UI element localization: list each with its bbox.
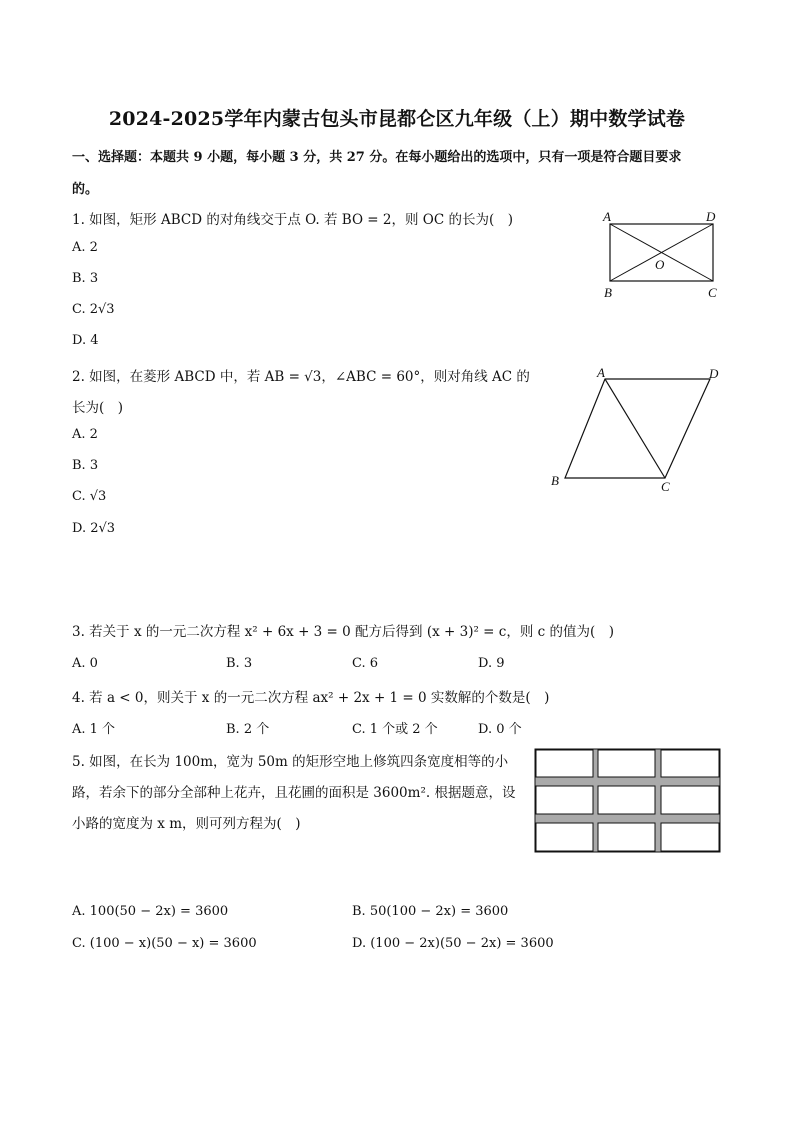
label-b: B [551, 473, 559, 488]
q1-rectangle-figure [598, 206, 728, 302]
q2-stem-line1: 2. 如图，在菱形 ABCD 中，若 AB = √3，∠ABC = 60°，则对角线 AC 的 [72, 369, 530, 385]
flowerbed [536, 786, 593, 814]
q5-option-c: C. (100 − x)(50 − x) = 3600 [72, 936, 257, 951]
q3-option-b: B. 3 [226, 656, 253, 671]
q1-option-d: D. 4 [72, 333, 99, 348]
flowerbed [536, 823, 593, 851]
q5-stem-line3: 小路的宽度为 x m，则可列方程为( ) [72, 816, 301, 832]
q3-option-c: C. 6 [352, 656, 379, 671]
flowerbed [536, 750, 593, 777]
label-b: B [604, 285, 612, 300]
q3-option-d: D. 9 [478, 656, 505, 671]
flowerbed [598, 786, 655, 814]
q4-option-b: B. 2 个 [226, 722, 270, 737]
page-title: 2024-2025学年内蒙古包头市昆都仑区九年级（上）期中数学试卷 [108, 108, 686, 130]
label-c: C [661, 479, 670, 494]
q4-option-c: C. 1 个或 2 个 [352, 722, 438, 737]
q2-option-a: A. 2 [72, 427, 98, 442]
q5-option-d: D. (100 − 2x)(50 − 2x) = 3600 [352, 936, 554, 951]
q3-option-a: A. 0 [72, 656, 98, 671]
section-header-line2: 的。 [72, 182, 99, 197]
label-o: O [655, 257, 665, 272]
flowerbed [661, 750, 719, 777]
q1-option-a: A. 2 [72, 240, 98, 255]
q1-option-b: B. 3 [72, 271, 99, 286]
rhombus-abcd [565, 379, 710, 478]
label-a: A [597, 365, 605, 380]
q2-option-c: C. √3 [72, 489, 107, 504]
q2-option-b: B. 3 [72, 458, 99, 473]
label-a: A [603, 209, 611, 224]
flowerbed [661, 786, 719, 814]
diagonal-ac [605, 379, 665, 478]
q2-rhombus-figure [545, 364, 725, 494]
flowerbed [661, 823, 719, 851]
label-d: D [709, 366, 719, 381]
q5-stem-line1: 5. 如图，在长为 100m，宽为 50m 的矩形空地上修筑四条宽度相等的小 [72, 754, 509, 770]
q4-stem: 4. 若 a < 0，则关于 x 的一元二次方程 ax² + 2x + 1 = 0 实数解的个数是( ) [72, 690, 550, 706]
flowerbed [598, 750, 655, 777]
q1-stem: 1. 如图，矩形 ABCD 的对角线交于点 O. 若 BO = 2，则 OC 的长为( ) [72, 212, 514, 228]
q2-option-d: D. 2√3 [72, 521, 116, 536]
q5-garden-figure [534, 748, 722, 854]
section-header-line1: 一、选择题：本题共 9 小题，每小题 3 分，共 27 分。在每小题给出的选项中，只有一项是符合题目要求 [72, 150, 682, 165]
q2-stem-line2: 长为( ) [72, 400, 124, 416]
q5-stem-line2: 路，若余下的部分全部种上花卉，且花圃的面积是 3600m². 根据题意，设 [72, 785, 516, 801]
q5-option-b: B. 50(100 − 2x) = 3600 [352, 904, 509, 919]
q4-option-d: D. 0 个 [478, 722, 522, 737]
q5-option-a: A. 100(50 − 2x) = 3600 [72, 904, 229, 919]
flowerbed [598, 823, 655, 851]
label-c: C [708, 285, 717, 300]
q4-option-a: A. 1 个 [72, 722, 116, 737]
q1-option-c: C. 2√3 [72, 302, 115, 317]
q3-stem: 3. 若关于 x 的一元二次方程 x² + 6x + 3 = 0 配方后得到 (x + 3)² = c，则 c 的值为( ) [72, 624, 615, 640]
label-d: D [706, 209, 716, 224]
